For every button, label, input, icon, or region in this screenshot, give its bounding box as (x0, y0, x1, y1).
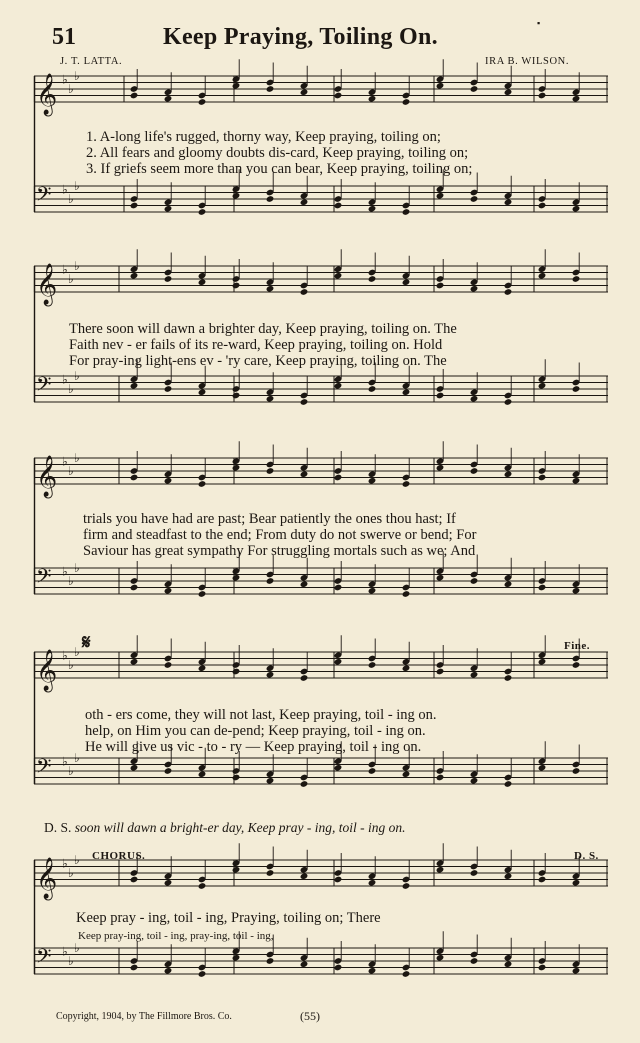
verse-line-1: trials you have had are past; Bear patiently the ones thou hast; If (83, 511, 456, 527)
note-head (572, 967, 581, 975)
note-head (300, 960, 309, 968)
flat-sign: ♭ (74, 179, 80, 193)
treble-clef: 𝄞 (36, 264, 58, 305)
note-head (436, 866, 445, 874)
note-head (402, 664, 411, 672)
note-head (334, 474, 343, 482)
note-head (334, 272, 343, 280)
note-head (504, 88, 513, 96)
note-head (300, 872, 309, 880)
note-head (402, 98, 411, 106)
note-head (198, 208, 207, 216)
note-head (130, 382, 139, 390)
bass-clef: 𝄢 (36, 944, 52, 973)
flat-sign: ♭ (74, 259, 80, 273)
verse-line-1: There soon will dawn a brighter day, Keep praying, toiling on. The (69, 321, 457, 337)
ds-text: soon will dawn a bright-er day, Keep pray - ing, toil - ing on. (74, 820, 406, 835)
note-head (232, 774, 241, 782)
note-head (402, 388, 411, 396)
note-head (300, 198, 309, 206)
note-head (538, 202, 547, 210)
note-head (436, 82, 445, 90)
note-head (504, 960, 513, 968)
note-head (538, 658, 547, 666)
flat-sign: ♭ (62, 944, 68, 959)
flat-sign: ♭ (62, 182, 68, 197)
note-head (504, 398, 513, 406)
flat-sign: ♭ (62, 856, 68, 871)
note-head (572, 587, 581, 595)
note-head (164, 587, 173, 595)
note-head (300, 88, 309, 96)
note-head (198, 278, 207, 286)
note-head (130, 964, 139, 972)
note-head (436, 574, 445, 582)
verse-line-2: Faith nev - er fails of its re-ward, Keep praying, toiling on. Hold (69, 337, 443, 353)
note-head (198, 388, 207, 396)
flat-sign: ♭ (68, 866, 74, 880)
note-head (402, 770, 411, 778)
note-head (130, 92, 139, 100)
note-head (504, 780, 513, 788)
note-head (198, 480, 207, 488)
note-head (334, 584, 343, 592)
note-head (368, 661, 377, 669)
note-head (232, 866, 241, 874)
note-head (164, 275, 173, 283)
hymn-number: 51 (52, 24, 76, 50)
note-head (436, 282, 445, 290)
composer-credit: IRA B. WILSON. (485, 56, 570, 67)
note-head (232, 464, 241, 472)
note-head (334, 964, 343, 972)
bass-clef: 𝄢 (36, 182, 52, 211)
note-head (334, 876, 343, 884)
note-head (164, 967, 173, 975)
note-head (436, 954, 445, 962)
note-head (470, 85, 479, 93)
flat-sign: ♭ (68, 82, 74, 96)
note-head (572, 95, 581, 103)
note-head (504, 872, 513, 880)
note-head (130, 584, 139, 592)
treble-clef: 𝄞 (36, 74, 58, 115)
note-head (368, 767, 377, 775)
note-head (436, 464, 445, 472)
note-head (436, 668, 445, 676)
note-head (470, 395, 479, 403)
music-system-2 (34, 258, 608, 448)
note-head (368, 205, 377, 213)
note-head (198, 590, 207, 598)
note-head (538, 764, 547, 772)
flat-sign: ♭ (68, 192, 74, 206)
treble-clef: 𝄞 (36, 650, 58, 691)
copyright-notice: Copyright, 1904, by The Fillmore Bros. Co. (56, 1011, 232, 1022)
note-head (436, 192, 445, 200)
note-head (572, 879, 581, 887)
note-head (402, 590, 411, 598)
note-head (402, 882, 411, 890)
bass-clef: 𝄢 (36, 754, 52, 783)
ds-label: D. S. (44, 820, 72, 835)
verse-line-3: 3. If griefs seem more than you can bear, Keep praying, toiling on; (86, 161, 473, 177)
note-head (232, 668, 241, 676)
note-head (232, 392, 241, 400)
flat-sign: ♭ (68, 954, 74, 968)
note-head (130, 764, 139, 772)
note-head (538, 272, 547, 280)
note-head (504, 470, 513, 478)
note-head (198, 98, 207, 106)
note-head (266, 671, 275, 679)
page-number: (55) (300, 1009, 320, 1023)
flat-sign: ♭ (62, 564, 68, 579)
note-head (368, 275, 377, 283)
treble-clef: 𝄞 (36, 858, 58, 899)
note-head (334, 764, 343, 772)
flat-sign: ♭ (68, 574, 74, 588)
note-head (572, 767, 581, 775)
treble-clef: 𝄞 (36, 456, 58, 497)
note-head (334, 658, 343, 666)
note-head (232, 282, 241, 290)
note-head (334, 382, 343, 390)
note-head (198, 770, 207, 778)
flat-sign: ♭ (62, 372, 68, 387)
note-head (300, 398, 309, 406)
note-head (470, 577, 479, 585)
fine-marker: Fine. (564, 640, 591, 652)
note-head (470, 285, 479, 293)
note-head (300, 674, 309, 682)
verse-line-2: 2. All fears and gloomy doubts dis-card, Keep praying, toiling on; (86, 145, 469, 161)
note-head (164, 767, 173, 775)
flat-sign: ♭ (62, 648, 68, 663)
note-head (266, 577, 275, 585)
note-head (402, 278, 411, 286)
note-head (368, 385, 377, 393)
ds-marker: D. S. (574, 850, 599, 862)
note-head (402, 480, 411, 488)
note-head (572, 205, 581, 213)
music-system-chorus (34, 848, 608, 1023)
chorus-lyric: Keep pray - ing, toil - ing, Praying, toiling on; There (76, 910, 381, 926)
bass-clef: 𝄢 (36, 372, 52, 401)
note-head (300, 288, 309, 296)
note-head (572, 661, 581, 669)
note-head (368, 587, 377, 595)
ds-lyric-line (44, 820, 406, 836)
note-head (436, 774, 445, 782)
flat-sign: ♭ (62, 262, 68, 277)
note-head (538, 584, 547, 592)
note-head (504, 674, 513, 682)
note-head (470, 467, 479, 475)
flat-sign: ♭ (74, 451, 80, 465)
note-head (300, 780, 309, 788)
note-head (334, 202, 343, 210)
note-head (232, 82, 241, 90)
note-head (368, 95, 377, 103)
note-head (266, 85, 275, 93)
note-head (368, 967, 377, 975)
music-system-3 (34, 450, 608, 640)
hymn-title: Keep Praying, Toiling On. (163, 24, 438, 50)
note-head (572, 477, 581, 485)
note-head (470, 957, 479, 965)
note-head (266, 957, 275, 965)
verse-line-1: 1. A-long life's rugged, thorny way, Keep praying, toiling on; (86, 129, 441, 145)
note-head (470, 671, 479, 679)
note-head (572, 275, 581, 283)
chorus-label: CHORUS. (92, 850, 146, 862)
note-head (130, 202, 139, 210)
note-head (232, 574, 241, 582)
note-head (538, 876, 547, 884)
note-head (504, 288, 513, 296)
verse-line-3: Saviour has great sympathy For struggling mortals such as we; And (83, 543, 476, 559)
flat-sign: ♭ (68, 272, 74, 286)
note-head (198, 882, 207, 890)
music-system-1 (34, 68, 608, 258)
flat-sign: ♭ (62, 454, 68, 469)
note-head (334, 92, 343, 100)
verse-line-3: For pray-ing light-ens ev - 'ry care, Keep praying, toiling on. The (69, 353, 447, 369)
note-head (470, 777, 479, 785)
flat-sign: ♭ (68, 658, 74, 672)
note-head (470, 195, 479, 203)
note-head (504, 580, 513, 588)
note-head (470, 869, 479, 877)
note-head (198, 970, 207, 978)
flat-sign: ♭ (74, 941, 80, 955)
note-head (198, 664, 207, 672)
note-head (266, 195, 275, 203)
lyricist-credit: J. T. LATTA. (60, 56, 123, 67)
bass-clef: 𝄢 (36, 564, 52, 593)
note-head (402, 208, 411, 216)
note-head (130, 474, 139, 482)
note-head (130, 876, 139, 884)
note-head (164, 95, 173, 103)
note-head (266, 869, 275, 877)
segno-sign: 𝄋 (82, 632, 91, 654)
note-head (266, 285, 275, 293)
verse-line-2: help, on Him you can de-pend; Keep praying, toil - ing on. (85, 723, 426, 739)
note-head (572, 385, 581, 393)
flat-sign: ♭ (74, 645, 80, 659)
flat-sign: ♭ (74, 561, 80, 575)
verse-line-1: oth - ers come, they will not last, Keep praying, toil - ing on. (85, 707, 437, 723)
note-head (232, 954, 241, 962)
note-head (402, 970, 411, 978)
flat-sign: ♭ (68, 464, 74, 478)
verse-line-2: firm and steadfast to the end; From duty do not swerve or bend; For (83, 527, 477, 543)
flat-sign: ♭ (74, 369, 80, 383)
note-head (538, 382, 547, 390)
note-head (538, 474, 547, 482)
note-head (368, 477, 377, 485)
verse-line-3: He will give us vic - to - ry — Keep praying, toil - ing on. (85, 739, 422, 755)
note-head (538, 964, 547, 972)
note-head (232, 192, 241, 200)
flat-sign: ♭ (68, 764, 74, 778)
note-head (164, 477, 173, 485)
flat-sign: ♭ (74, 751, 80, 765)
note-head (368, 879, 377, 887)
note-head (504, 198, 513, 206)
corner-mark: ▪ (537, 18, 541, 28)
chorus-alto-lyric: Keep pray-ing, toil - ing, pray-ing, toil - ing, (78, 930, 274, 942)
flat-sign: ♭ (74, 69, 80, 83)
note-head (538, 92, 547, 100)
note-head (164, 205, 173, 213)
flat-sign: ♭ (74, 853, 80, 867)
note-head (130, 272, 139, 280)
note-head (164, 385, 173, 393)
flat-sign: ♭ (68, 382, 74, 396)
note-head (164, 879, 173, 887)
note-head (164, 661, 173, 669)
note-head (266, 467, 275, 475)
music-system-4 (34, 632, 608, 820)
note-head (130, 658, 139, 666)
note-head (266, 395, 275, 403)
note-head (436, 392, 445, 400)
flat-sign: ♭ (62, 72, 68, 87)
note-head (300, 580, 309, 588)
note-head (266, 777, 275, 785)
flat-sign: ♭ (62, 754, 68, 769)
note-head (300, 470, 309, 478)
